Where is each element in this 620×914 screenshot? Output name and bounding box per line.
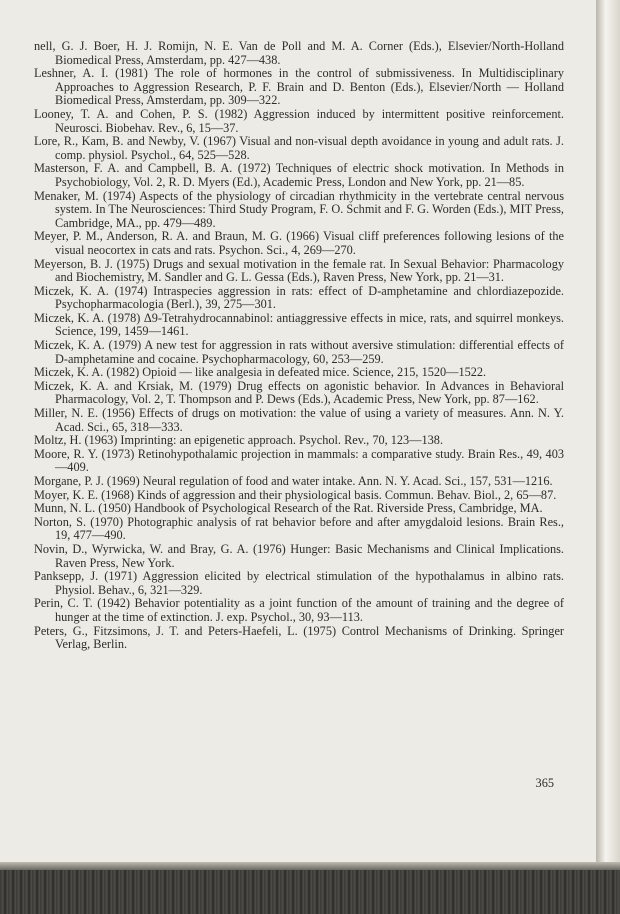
reference-entry: Munn, N. L. (1950) Handbook of Psychological Research of the Rat. Riverside Press, Cambridge, MA. [34,501,543,516]
reference-entry: Miczek, K. A. (1982) Opioid — like analgesia in defeated mice. Science, 215, 1520—1522. [34,365,487,380]
reference-entry: Panksepp, J. (1971) Aggression elicited by electrical stimulation of the hypothalamus in albino rats. Physiol. Behav., 6, 321—329. [34,569,564,597]
reference-entry: Miller, N. E. (1956) Effects of drugs on motivation: the value of using a variety of measures. Ann. N. Y. Acad. Sci., 65, 318—333. [34,406,564,434]
reference-entry: Norton, S. (1970) Photographic analysis of rat behavior before and after amygdaloid lesions. Brain Res., 19, 477—490. [34,514,564,543]
reference-entry: Miczek, K. A. (1979) A new test for aggression in rats without aversive stimulation: differential effects of D-amphetamine and cocaine. Psychopharmacology, 60, 253—259. [34,338,564,366]
reference-entry: Miczek, K. A. and Krsiak, M. (1979) Drug effects on agonistic behavior. In Advances in Behavioral Pharmacology, Vol. 2, T. Thompson and P. Dews (Eds.), Academic Press, New York, pp. 87—162. [34,378,564,407]
reference-entry: nell, G. J. Boer, H. J. Romijn, N. E. Van de Poll and M. A. Corner (Eds.), Elsevier/North-Holland Biomedical Press, Amsterdam, pp. 427—438. [34,39,564,67]
page-number: 365 [535,776,554,790]
reference-entry: Leshner, A. I. (1981) The role of hormones in the control of submissiveness. In Multidisciplinary Approaches to Aggression Research, P. F. Brain and D. Benton (Eds.), Elsevier/North — Holland Biomedical Press, Amsterdam, pp. 309—322. [34,66,564,108]
reference-entry: Lore, R., Kam, B. and Newby, V. (1967) Visual and non-visual depth avoidance in young and adult rats. J. comp. physiol. Psychol., 64, 525—528. [34,134,564,162]
reference-entry: Perin, C. T. (1942) Behavior potentiality as a joint function of the amount of training and the degree of hunger at the time of extinction. J. exp. Psychol., 30, 93—113. [34,596,564,624]
reference-entry: Miczek, K. A. (1974) Intraspecies aggression in rats: effect of D-amphetamine and chlordiazepozide. Psychopharmacologia (Berl.), 39, 275—301. [34,283,564,312]
reference-entry: Menaker, M. (1974) Aspects of the physiology of circadian rhythmicity in the vertebrate central nervous system. In The Neurosciences: Third Study Program, F. O. Schmit and F. G. Worden (Eds.), MIT Press, Cambridge, MA., pp. 479—489. [34,188,564,230]
reference-entry: Novin, D., Wyrwicka, W. and Bray, G. A. (1976) Hunger: Basic Mechanisms and Clinical Implications. Raven Press, New York. [34,541,564,570]
book-bottom-edge [0,862,620,914]
reference-entry: Moore, R. Y. (1973) Retinohypothalamic projection in mammals: a comparative study. Brain Res., 49, 403—409. [34,446,564,475]
reference-entry: Meyer, P. M., Anderson, R. A. and Braun, M. G. (1966) Visual cliff preferences following lesions of the visual neocortex in cats and rats. Psychon. Sci., 4, 269—270. [34,229,564,257]
reference-entry: Moyer, K. E. (1968) Kinds of aggression and their physiological basis. Commun. Behav. Biol., 2, 65—87. [34,487,557,502]
book-spine-edge [596,0,620,914]
reference-entry: Miczek, K. A. (1978) Δ9-Tetrahydrocannabinol: antiaggressive effects in mice, rats, and squirrel monkeys. Science, 199, 1459—1461. [34,310,564,339]
reference-entry: Looney, T. A. and Cohen, P. S. (1982) Aggression induced by intermittent positive reinforcement. Neurosci. Biobehav. Rev., 6, 15—37. [34,106,564,135]
reference-entry: Peters, G., Fitzsimons, J. T. and Peters-Haefeli, L. (1975) Control Mechanisms of Drinking. Springer Verlag, Berlin. [34,623,564,652]
reference-entry: Moltz, H. (1963) Imprinting: an epigenetic approach. Psychol. Rev., 70, 123—138. [34,433,444,448]
reference-list [34,40,564,652]
reference-entry: Morgane, P. J. (1969) Neural regulation of food and water intake. Ann. N. Y. Acad. Sci., 157, 531—1216. [34,474,553,488]
reference-entry: Masterson, F. A. and Campbell, B. A. (1972) Techniques of electric shock motivation. In Methods in Psychobiology, Vol. 2, R. D. Myers (Ed.), Academic Press, London and New York, pp. 21—85. [34,161,564,189]
reference-entry: Meyerson, B. J. (1975) Drugs and sexual motivation in the female rat. In Sexual Behavior: Pharmacology and Biochemistry, M. Sandler and G. L. Gessa (Eds.), Raven Press, New York, pp. 21—31. [34,256,564,285]
